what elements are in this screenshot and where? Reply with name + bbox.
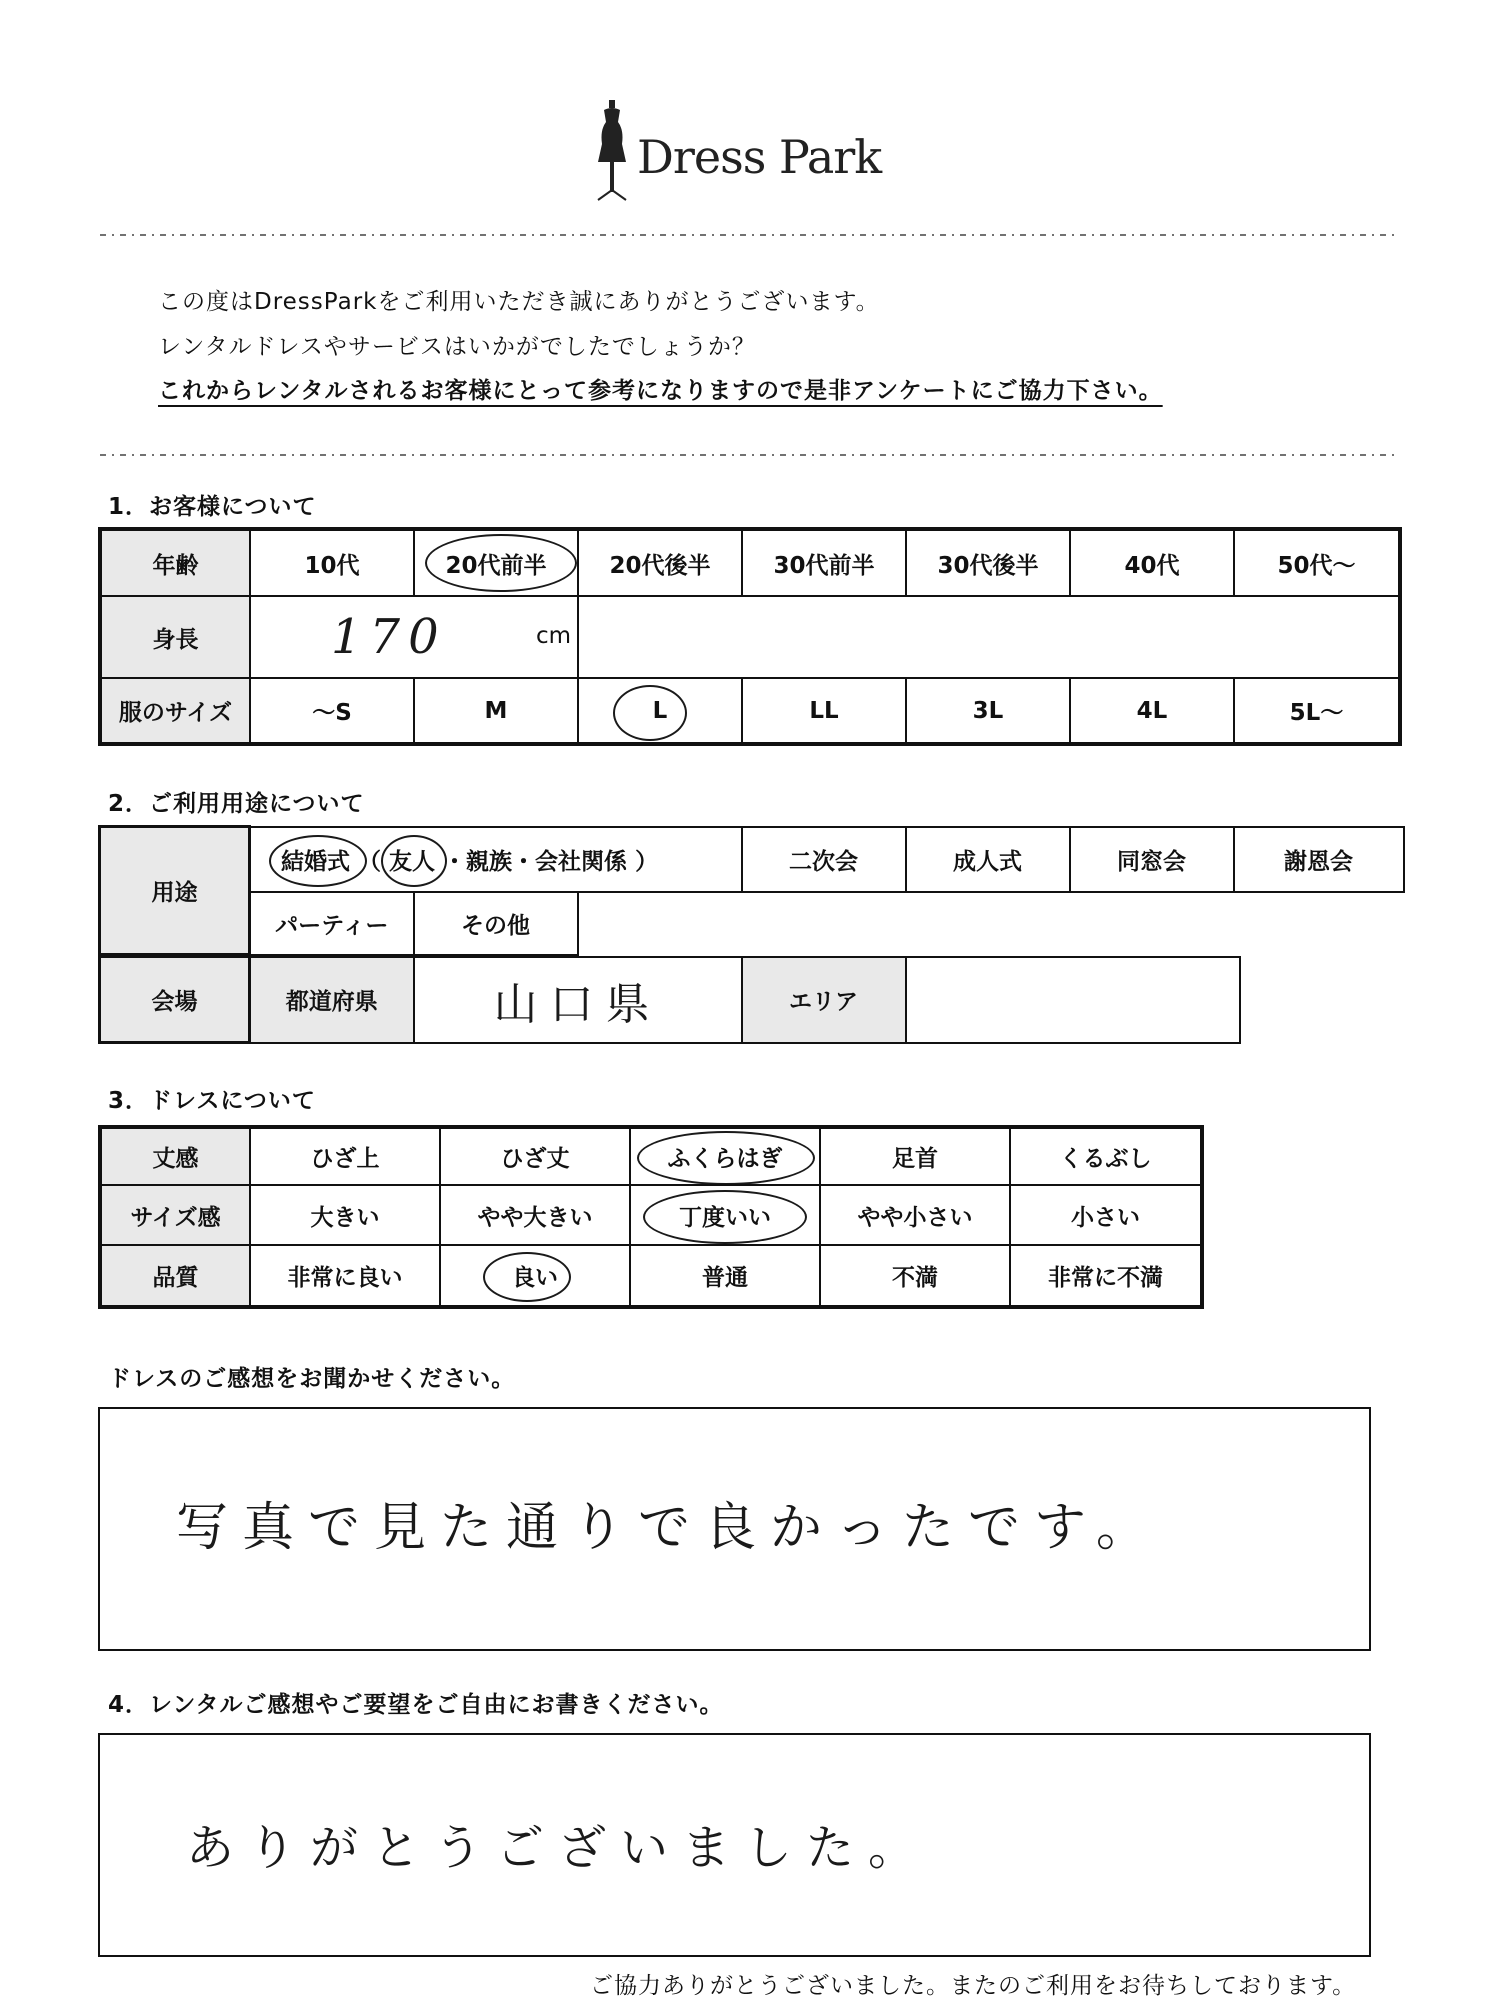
dress-form-icon bbox=[592, 100, 632, 205]
age-option[interactable]: 10代 bbox=[250, 529, 414, 596]
venue-label: 会場 bbox=[100, 957, 250, 1043]
age-option[interactable]: 20代後半 bbox=[578, 529, 742, 596]
area-label: エリア bbox=[742, 957, 906, 1043]
dress-comment-box[interactable] bbox=[98, 1407, 1371, 1651]
fit-option-label: 丁度いい bbox=[679, 1204, 771, 1231]
age-option-selected[interactable] bbox=[414, 529, 578, 596]
section-2-title: 2．ご利用用途について bbox=[108, 791, 365, 817]
age-label: 年齢 bbox=[100, 529, 250, 596]
prefecture-label: 都道府県 bbox=[250, 957, 414, 1043]
dotted-separator bbox=[100, 448, 1400, 462]
section-1-title: 1．お客様について bbox=[108, 494, 317, 520]
size-option[interactable]: LL bbox=[742, 678, 906, 744]
height-row bbox=[100, 596, 1400, 678]
length-option[interactable]: ひざ丈 bbox=[440, 1127, 630, 1185]
paren-close: ） bbox=[635, 848, 659, 875]
dress-comment-text: 写真で見た通りで良かったです。 bbox=[176, 1498, 1162, 1558]
height-field[interactable] bbox=[250, 596, 578, 678]
usage-table bbox=[98, 825, 1405, 956]
fit-option[interactable]: やや大きい bbox=[440, 1185, 630, 1245]
fit-option[interactable]: 小さい bbox=[1010, 1185, 1202, 1245]
prefecture-value: 山口県 bbox=[493, 978, 662, 1030]
age-option[interactable]: 50代～ bbox=[1234, 529, 1400, 596]
venue-row bbox=[100, 957, 1240, 1043]
relatives-text: ・親族・会社関係 bbox=[443, 848, 628, 875]
size-option[interactable]: M bbox=[414, 678, 578, 744]
intro-line-2: レンタルドレスやサービスはいかがでしたでしょうか？ bbox=[158, 334, 756, 360]
size-option-selected[interactable] bbox=[578, 678, 742, 744]
dress-comment-title: ドレスのご感想をお聞かせください。 bbox=[108, 1366, 516, 1392]
usage-option[interactable]: 成人式 bbox=[906, 827, 1070, 892]
height-unit: cm bbox=[535, 623, 571, 649]
size-option-label: L bbox=[652, 697, 668, 724]
length-row bbox=[100, 1127, 1202, 1185]
wedding-text: 結婚式 bbox=[281, 848, 350, 875]
quality-option[interactable]: 非常に不満 bbox=[1010, 1245, 1202, 1307]
usage-label: 用途 bbox=[100, 827, 250, 955]
usage-option[interactable]: 謝恩会 bbox=[1234, 827, 1404, 892]
length-option[interactable]: くるぶし bbox=[1010, 1127, 1202, 1185]
quality-option-selected[interactable] bbox=[440, 1245, 630, 1307]
quality-option-label: 良い bbox=[512, 1265, 558, 1291]
rental-comment-box[interactable] bbox=[98, 1733, 1371, 1957]
brand-name: Dress Park bbox=[637, 130, 882, 184]
paren-open: （ bbox=[358, 848, 382, 875]
size-row bbox=[100, 678, 1400, 744]
age-option-label: 20代前半 bbox=[445, 552, 547, 579]
selection-circle bbox=[613, 685, 687, 741]
age-row bbox=[100, 529, 1400, 596]
length-label: 丈感 bbox=[100, 1127, 250, 1185]
area-field[interactable] bbox=[906, 957, 1240, 1043]
dotted-separator bbox=[100, 228, 1400, 242]
length-option[interactable]: 足首 bbox=[820, 1127, 1010, 1185]
usage-row-2 bbox=[100, 892, 1404, 955]
fit-option-selected[interactable] bbox=[630, 1185, 820, 1245]
usage-option[interactable]: 同窓会 bbox=[1070, 827, 1234, 892]
brand-logo bbox=[592, 100, 892, 210]
footer-note: ご協力ありがとうございました。またのご利用をお待ちしております。 bbox=[590, 1973, 1357, 1999]
height-label: 身長 bbox=[100, 596, 250, 678]
usage-row-1 bbox=[100, 827, 1404, 892]
age-option[interactable]: 30代後半 bbox=[906, 529, 1070, 596]
size-option[interactable]: 3L bbox=[906, 678, 1070, 744]
empty-cell bbox=[578, 596, 1400, 678]
age-option[interactable]: 40代 bbox=[1070, 529, 1234, 596]
wedding-option[interactable] bbox=[250, 827, 742, 892]
length-option-selected[interactable] bbox=[630, 1127, 820, 1185]
intro-line-1: この度はDressParkをご利用いただき誠にありがとうございます。 bbox=[158, 289, 880, 315]
empty-cell bbox=[578, 892, 1404, 955]
wedding-label bbox=[281, 849, 358, 875]
usage-option[interactable]: 二次会 bbox=[742, 827, 906, 892]
length-option[interactable]: ひざ上 bbox=[250, 1127, 440, 1185]
quality-option[interactable]: 不満 bbox=[820, 1245, 1010, 1307]
friend-text: 友人 bbox=[389, 848, 436, 875]
quality-label: 品質 bbox=[100, 1245, 250, 1307]
rental-comment-text: ありがとうございました。 bbox=[186, 1820, 931, 1876]
length-option-label: ふくらはぎ bbox=[667, 1146, 783, 1172]
fit-label: サイズ感 bbox=[100, 1185, 250, 1245]
customer-table bbox=[98, 527, 1402, 746]
quality-option[interactable]: 普通 bbox=[630, 1245, 820, 1307]
section-3-title: 3．ドレスについて bbox=[108, 1088, 316, 1114]
size-option[interactable]: 5L～ bbox=[1234, 678, 1400, 744]
size-label: 服のサイズ bbox=[100, 678, 250, 744]
age-option[interactable]: 30代前半 bbox=[742, 529, 906, 596]
prefecture-field[interactable] bbox=[414, 957, 742, 1043]
size-option[interactable]: 4L bbox=[1070, 678, 1234, 744]
party-option[interactable]: パーティー bbox=[250, 892, 414, 955]
fit-row bbox=[100, 1185, 1202, 1245]
other-option[interactable]: その他 bbox=[414, 892, 578, 955]
fit-option[interactable]: 大きい bbox=[250, 1185, 440, 1245]
quality-row bbox=[100, 1245, 1202, 1307]
venue-table bbox=[98, 955, 1241, 1044]
quality-option[interactable]: 非常に良い bbox=[250, 1245, 440, 1307]
dress-table bbox=[98, 1125, 1204, 1309]
section-4-title: 4．レンタルご感想やご要望をご自由にお書きください。 bbox=[108, 1692, 724, 1718]
friend-label bbox=[389, 849, 443, 875]
fit-option[interactable]: やや小さい bbox=[820, 1185, 1010, 1245]
size-option[interactable]: ～S bbox=[250, 678, 414, 744]
intro-line-3: これからレンタルされるお客様にとって参考になりますので是非アンケートにご協力下さい。 bbox=[158, 378, 1163, 404]
height-value: 170 bbox=[331, 609, 447, 665]
